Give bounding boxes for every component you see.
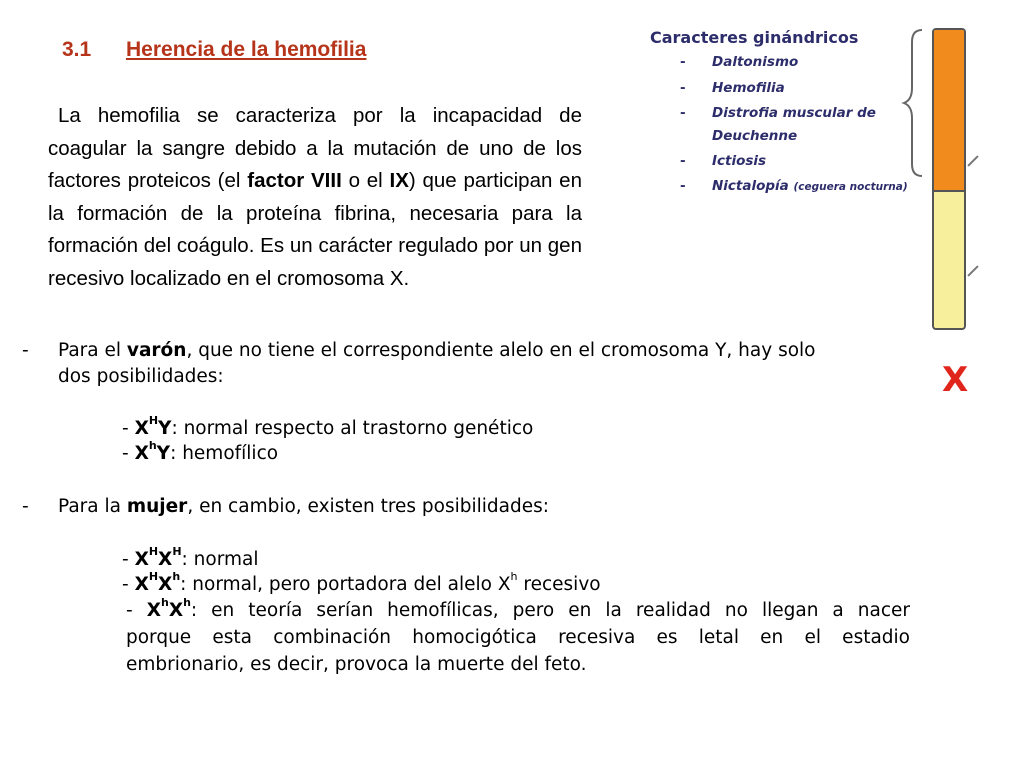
male-genotype-normal: - $X^HY$: normal respecto al trastorno genético	[122, 414, 534, 439]
trait-item: - Ictiosis	[680, 153, 767, 169]
intro-text-3: ) que participan en la formación de la proteína fibrina, necesaria para la formación del coágulo. Es un carácter regulado por un gen recesivo localizado en el cromosoma X.	[48, 169, 582, 290]
section-number: 3.1	[62, 38, 92, 61]
female-genotype-lethal-line3: embrionario, es decir, provoca la muerte del feto.	[126, 654, 587, 675]
section-heading	[62, 38, 366, 62]
intro-paragraph	[48, 100, 582, 296]
female-genotype-carrier: - $X^HX^h$: normal, pero portadora del alelo $X^h$ recesivo	[122, 570, 601, 595]
chromosome-differential-region	[934, 30, 964, 192]
trait-item: - Daltonismo	[680, 54, 799, 70]
pointer-line	[967, 155, 978, 166]
trait-item-continuation: Deuchenne	[712, 128, 798, 144]
pointer-line	[967, 265, 978, 276]
bullet-dash: -	[22, 496, 29, 517]
male-genotype-hemophilic: - $X^hY$: hemofílico	[122, 439, 279, 464]
factor-viii: factor VIII	[247, 169, 342, 193]
female-genotype-lethal: - $X^hX^h$: en teoría serían hemofílicas, pero en la realidad no llegan a nacer	[126, 596, 911, 621]
female-genotype-lethal-line2: porque esta combinación homocigótica recesiva es letal en el estadio	[126, 627, 910, 648]
female-intro: Para la mujer, en cambio, existen tres posibilidades:	[58, 496, 550, 517]
factor-ix: IX	[389, 169, 409, 193]
male-keyword: varón	[126, 340, 187, 361]
trait-item: - Hemofilia	[680, 80, 785, 96]
male-intro: Para el varón, que no tiene el correspondiente alelo en el cromosoma Y, hay solo	[58, 340, 816, 361]
trait-item: - Distrofia muscular de	[680, 105, 876, 121]
male-intro-line2: dos posibilidades:	[58, 366, 224, 387]
female-keyword: mujer	[126, 496, 188, 517]
chromosome-label: X	[942, 360, 969, 400]
trait-item: - Nictalopía (ceguera nocturna)	[680, 178, 908, 194]
panel-title: Caracteres ginándricos	[650, 28, 859, 47]
curly-brace-icon	[900, 28, 930, 178]
x-chromosome-icon	[932, 28, 966, 330]
female-genotype-normal: - $X^HX^H$: normal	[122, 545, 259, 570]
intro-text-2: o el	[341, 169, 390, 193]
intro-text-1: La hemofilia se caracteriza por la incapacidad de coagular la sangre debido a la mutación de uno de los factores proteicos (el	[48, 104, 582, 193]
section-title: Herencia de la hemofilia	[126, 38, 367, 61]
bullet-dash: -	[22, 340, 29, 361]
